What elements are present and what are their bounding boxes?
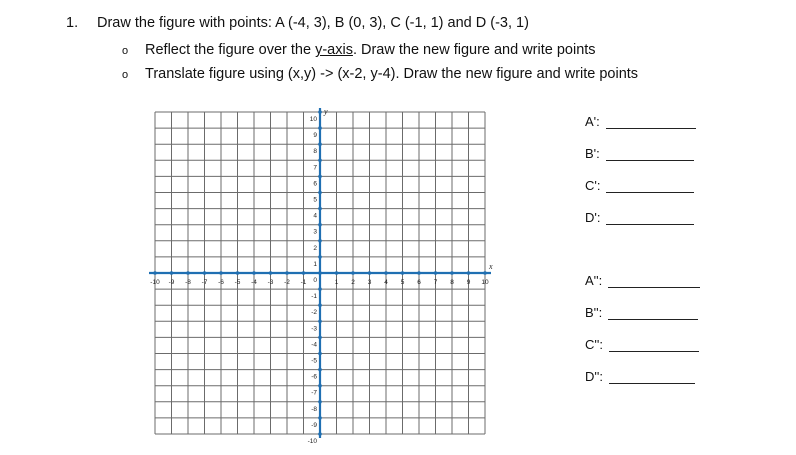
x-axis-tick-dot — [170, 271, 174, 275]
x-axis-tick-dot — [335, 271, 339, 275]
x-tick-label: 3 — [367, 279, 372, 286]
y-tick-label: -2 — [311, 309, 317, 317]
instruction-translate-text: Translate figure using (x,y) -> (x-2, y-4). Draw the new figure and write points — [145, 66, 639, 82]
answer-a-double-prime-label: A'': — [585, 273, 603, 288]
x-tick-label: 2 — [351, 279, 355, 286]
answer-b-double-prime-blank[interactable] — [608, 307, 698, 320]
x-tick-label: -2 — [284, 279, 290, 286]
y-tick-label: 0 — [313, 277, 317, 284]
y-tick-label: 5 — [313, 196, 317, 204]
y-tick-label: -9 — [311, 421, 317, 429]
y-axis-tick-dot — [318, 126, 322, 130]
y-axis-tick-dot — [318, 287, 322, 291]
coordinate-grid[interactable] — [145, 104, 493, 445]
answer-d-double-prime-blank[interactable] — [609, 371, 695, 384]
answer-a-prime-blank[interactable] — [606, 116, 696, 129]
answer-c-double-prime — [585, 337, 699, 352]
question-title: Draw the figure with points: A (-4, 3), B (0, 3), C (-1, 1) and D (-3, 1) — [97, 15, 529, 31]
y-axis-tick-dot — [318, 255, 322, 259]
x-axis-tick-dot — [153, 271, 157, 275]
y-axis-tick-dot — [318, 223, 322, 227]
y-tick-label: -4 — [311, 341, 317, 349]
x-axis-tick-dot — [236, 271, 240, 275]
y-tick-label: 2 — [313, 244, 317, 252]
y-axis-tick-dot — [318, 159, 322, 163]
x-axis-tick-dot — [467, 271, 471, 275]
x-tick-label: -7 — [201, 279, 208, 286]
y-tick-label: -8 — [311, 405, 317, 413]
x-axis-tick-dot — [219, 271, 223, 275]
answer-d-prime — [585, 210, 694, 225]
answer-a-double-prime-blank[interactable] — [608, 275, 700, 288]
y-axis-tick-dot — [318, 400, 322, 404]
answer-d-prime-label: D': — [585, 210, 601, 225]
x-tick-label: 5 — [400, 279, 405, 286]
x-axis-tick-dot — [368, 271, 372, 275]
x-axis-label: x — [489, 262, 493, 271]
answer-a-prime-label: A': — [585, 114, 600, 129]
y-axis-tick-dot — [318, 336, 322, 340]
y-tick-label: -7 — [311, 389, 317, 397]
instruction-reflect — [145, 42, 596, 58]
answer-a-prime — [585, 114, 696, 129]
x-tick-label: 8 — [450, 279, 454, 286]
y-tick-label: -5 — [311, 357, 317, 365]
y-axis-tick-dot — [318, 416, 322, 420]
y-axis-tick-dot — [318, 303, 322, 307]
instruction-reflect-after: . Draw the new figure and write points — [352, 42, 596, 58]
instruction-reflect-underlined: y-axis — [315, 42, 353, 58]
answer-b-double-prime-label: B'': — [585, 305, 603, 320]
y-axis-tick-dot — [318, 191, 322, 195]
x-tick-label: -4 — [251, 279, 257, 286]
instruction-reflect-before: Reflect the figure over the — [145, 42, 316, 58]
x-tick-label: 4 — [384, 279, 388, 286]
x-axis-tick-dot — [252, 271, 256, 275]
x-tick-label: 1 — [334, 279, 339, 286]
x-axis-tick-dot — [417, 271, 421, 275]
instruction-translate — [145, 66, 638, 82]
y-axis-tick-dot — [318, 175, 322, 179]
x-axis-tick-dot — [285, 271, 289, 275]
y-axis-tick-dot — [318, 320, 322, 324]
y-axis-tick-dot — [318, 142, 322, 146]
answer-b-prime-label: B': — [585, 146, 600, 161]
y-tick-label: 8 — [313, 148, 317, 156]
x-tick-label: -5 — [234, 279, 241, 286]
x-axis-tick-dot — [186, 271, 190, 275]
answer-b-prime — [585, 146, 694, 161]
bullet-marker-2: o — [122, 69, 129, 81]
y-tick-label: 3 — [313, 228, 317, 236]
answer-b-double-prime — [585, 305, 698, 320]
x-axis-tick-dot — [302, 271, 306, 275]
answer-c-prime — [585, 178, 694, 193]
y-axis-label: y — [324, 107, 328, 116]
y-tick-label: -10 — [307, 438, 317, 445]
x-tick-label: 9 — [466, 279, 471, 286]
y-tick-label: -6 — [311, 373, 317, 381]
x-axis-tick-dot — [450, 271, 454, 275]
x-axis-tick-dot — [351, 271, 355, 275]
x-tick-label: -9 — [168, 279, 175, 286]
y-tick-label: 9 — [313, 132, 317, 140]
y-tick-label: -1 — [311, 293, 317, 301]
y-axis-tick-dot — [318, 110, 322, 114]
y-axis-tick-dot — [318, 352, 322, 356]
x-tick-label: -6 — [218, 279, 224, 286]
x-axis-tick-dot — [434, 271, 438, 275]
y-tick-label: 10 — [309, 116, 317, 123]
y-axis-tick-dot — [318, 432, 322, 436]
y-tick-label: 7 — [313, 164, 317, 172]
coordinate-grid-svg[interactable] — [145, 104, 493, 445]
y-axis-tick-dot — [318, 271, 322, 275]
x-tick-label: -10 — [150, 279, 160, 286]
question-number: 1. — [66, 15, 79, 31]
answer-c-prime-label: C': — [585, 178, 601, 193]
x-axis-tick-dot — [203, 271, 207, 275]
y-axis-tick-dot — [318, 239, 322, 243]
answer-a-double-prime — [585, 273, 700, 288]
answer-d-prime-blank[interactable] — [606, 212, 694, 225]
y-axis-tick-dot — [318, 207, 322, 211]
y-tick-label: 6 — [313, 180, 317, 188]
answer-d-double-prime-label: D'': — [585, 369, 603, 384]
x-axis-tick-dot — [384, 271, 388, 275]
answer-c-prime-blank[interactable] — [606, 180, 694, 193]
x-tick-label: 10 — [481, 279, 489, 286]
answer-b-prime-blank[interactable] — [606, 148, 694, 161]
x-tick-label: -1 — [300, 279, 307, 286]
answer-c-double-prime-blank[interactable] — [609, 339, 699, 352]
x-tick-label: -8 — [185, 279, 191, 286]
y-tick-label: 1 — [313, 260, 317, 268]
x-tick-label: 6 — [417, 279, 421, 286]
bullet-marker-1: o — [122, 45, 129, 57]
y-tick-label: 4 — [313, 212, 317, 220]
y-tick-label: -3 — [311, 325, 317, 333]
x-tick-label: 7 — [433, 279, 438, 286]
y-axis-tick-dot — [318, 368, 322, 372]
answer-c-double-prime-label: C'': — [585, 337, 603, 352]
answer-d-double-prime — [585, 369, 695, 384]
x-axis-tick-dot — [401, 271, 405, 275]
x-axis-tick-dot — [269, 271, 273, 275]
x-axis-tick-dot — [483, 271, 487, 275]
x-tick-label: -3 — [267, 279, 274, 286]
y-axis-tick-dot — [318, 384, 322, 388]
